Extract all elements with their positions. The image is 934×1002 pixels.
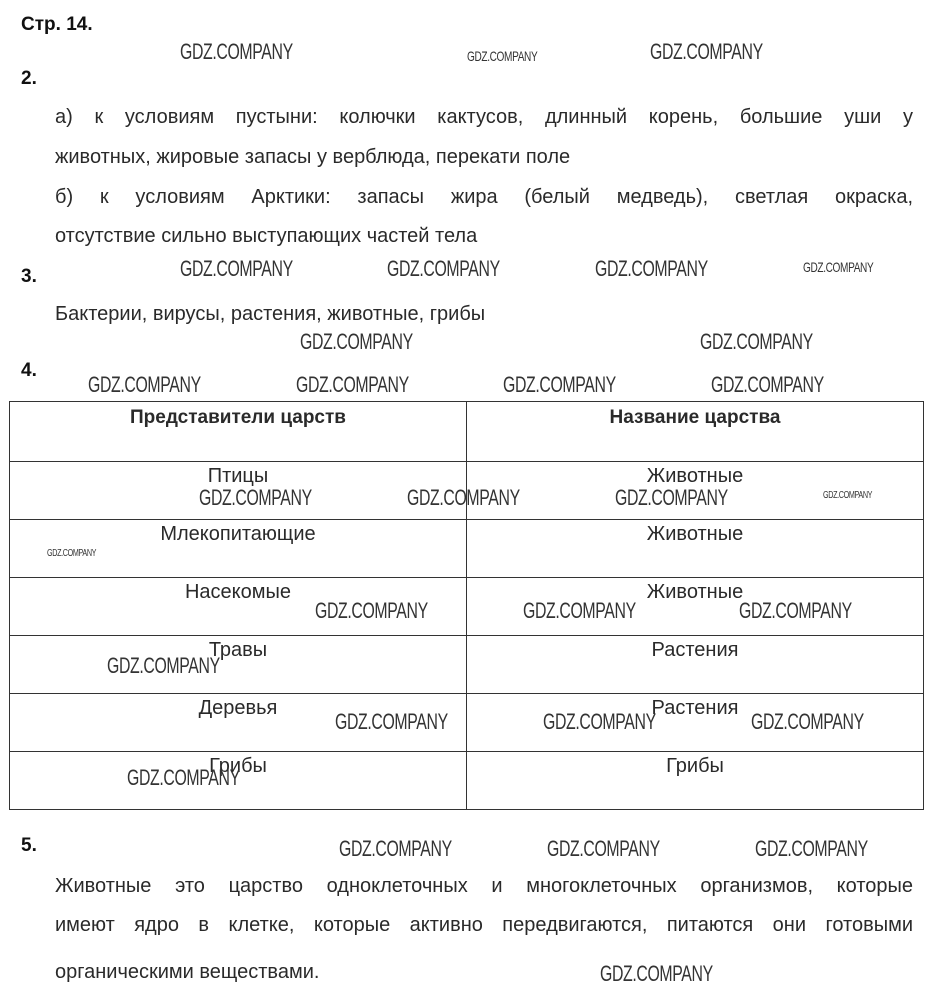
kingdom-cell: Животные xyxy=(467,578,924,636)
task-5-line-3: органическими веществами. xyxy=(55,961,320,983)
task-2b-line-1: б) к условиям Арктики: запасы жира (белый медведь), светлая окраска, xyxy=(55,186,913,208)
watermark: GDZ.COMPANY xyxy=(711,372,824,397)
watermark: GDZ.COMPANY xyxy=(180,39,293,64)
representative-cell: Млекопитающие xyxy=(10,520,467,578)
watermark: GDZ.COMPANY xyxy=(751,709,864,734)
task-2b-line-2: отсутствие сильно выступающих частей тела xyxy=(55,225,478,247)
watermark: GDZ.COMPANY xyxy=(595,256,708,281)
watermark: GDZ.COMPANY xyxy=(467,48,538,64)
task-2-number: 2. xyxy=(21,68,37,89)
representative-cell: Деревья xyxy=(10,694,467,752)
table-row xyxy=(10,520,924,578)
watermark: GDZ.COMPANY xyxy=(543,709,656,734)
watermark: GDZ.COMPANY xyxy=(199,485,312,510)
table-header-row xyxy=(10,402,924,462)
representative-cell: Травы xyxy=(10,636,467,694)
watermark: GDZ.COMPANY xyxy=(700,329,813,354)
task-5-line-2: имеют ядро в клетке, которые активно передвигаются, питаются они готовыми xyxy=(55,914,913,936)
page-label: Стр. 14. xyxy=(21,14,93,35)
watermark: GDZ.COMPANY xyxy=(296,372,409,397)
watermark: GDZ.COMPANY xyxy=(615,485,728,510)
representative-cell: Грибы xyxy=(10,752,467,810)
representative-cell: Птицы xyxy=(10,462,467,520)
header-representatives: Представители царств xyxy=(10,402,467,462)
watermark: GDZ.COMPANY xyxy=(823,490,873,501)
kingdom-cell: Животные xyxy=(467,462,924,520)
watermark: GDZ.COMPANY xyxy=(335,709,448,734)
task-3-number: 3. xyxy=(21,266,37,287)
watermark: GDZ.COMPANY xyxy=(407,485,520,510)
watermark: GDZ.COMPANY xyxy=(180,256,293,281)
representative-cell: Насекомые xyxy=(10,578,467,636)
watermark: GDZ.COMPANY xyxy=(803,259,874,275)
header-kingdom: Название царства xyxy=(467,402,924,462)
task-3-answer: Бактерии, вирусы, растения, животные, грибы xyxy=(55,303,486,325)
watermark: GDZ.COMPANY xyxy=(107,653,220,678)
task-2a-line-1: а) к условиям пустыни: колючки кактусов, длинный корень, большие уши у xyxy=(55,106,913,128)
watermark: GDZ.COMPANY xyxy=(315,598,428,623)
watermark: GDZ.COMPANY xyxy=(503,372,616,397)
kingdom-cell: Растения xyxy=(467,636,924,694)
watermark: GDZ.COMPANY xyxy=(300,329,413,354)
kingdom-cell: Животные xyxy=(467,520,924,578)
watermark: GDZ.COMPANY xyxy=(523,598,636,623)
watermark: GDZ.COMPANY xyxy=(127,765,240,790)
watermark: GDZ.COMPANY xyxy=(47,548,97,559)
task-5-number: 5. xyxy=(21,835,37,856)
watermark: GDZ.COMPANY xyxy=(387,256,500,281)
task-5-line-1: Животные это царство одноклеточных и многоклеточных организмов, которые xyxy=(55,875,913,897)
task-4-number: 4. xyxy=(21,360,37,381)
watermark: GDZ.COMPANY xyxy=(547,836,660,861)
watermark: GDZ.COMPANY xyxy=(88,372,201,397)
watermark: GDZ.COMPANY xyxy=(755,836,868,861)
task-2a-line-2: животных, жировые запасы у верблюда, перекати поле xyxy=(55,146,571,168)
kingdom-cell: Растения xyxy=(467,694,924,752)
watermark: GDZ.COMPANY xyxy=(339,836,452,861)
watermark: GDZ.COMPANY xyxy=(600,961,713,986)
kingdom-cell: Грибы xyxy=(467,752,924,810)
watermark: GDZ.COMPANY xyxy=(650,39,763,64)
watermark: GDZ.COMPANY xyxy=(739,598,852,623)
